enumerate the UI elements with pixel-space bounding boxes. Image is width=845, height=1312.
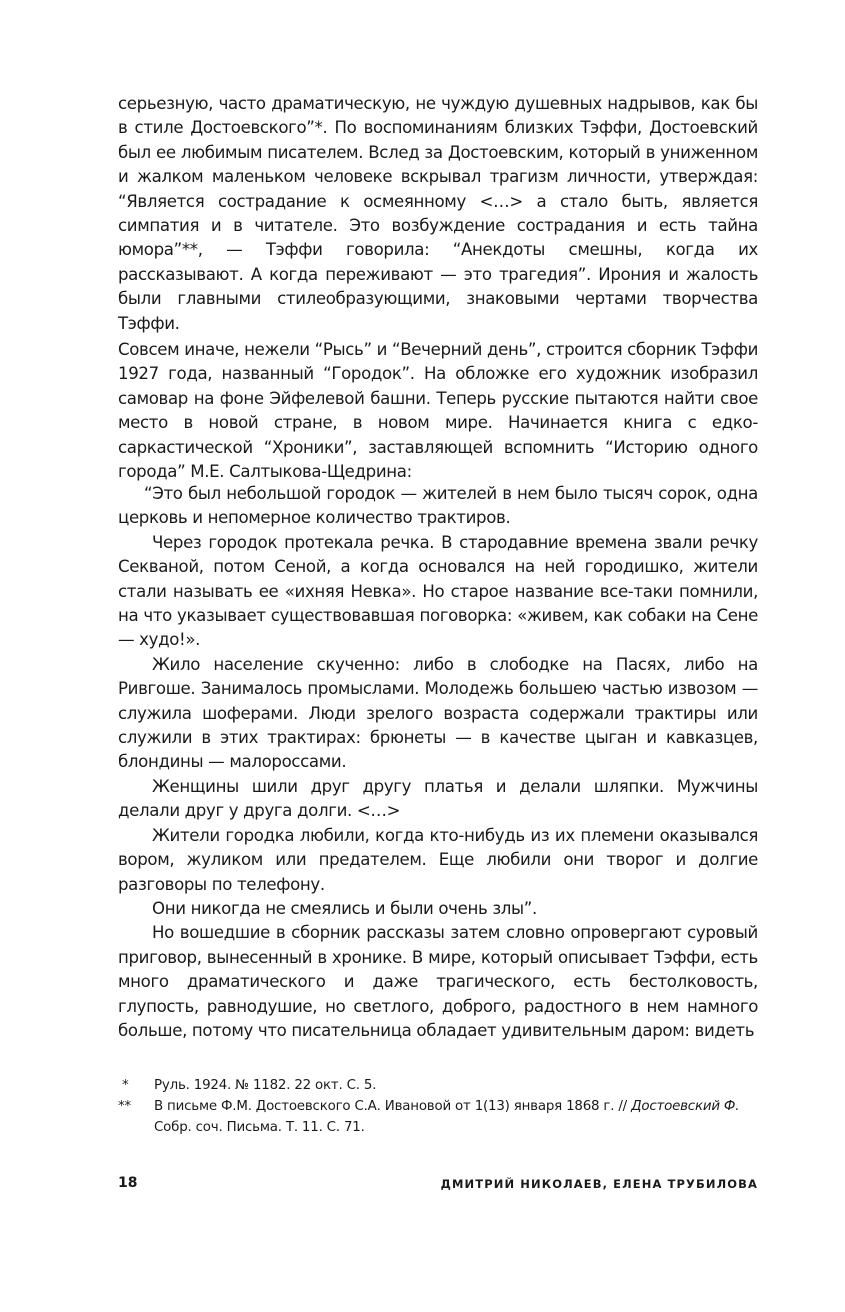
footnote (118, 1096, 758, 1138)
footnote-mark: * (122, 1078, 129, 1093)
quote-paragraph: Через городок протекала речка. В стародавние времена звали речку Секваной, потом Сеной, а когда основался на ней городишко, жители стали называть ее «ихняя Невка». Но старое название все-таки помнили, на что указывает существовавшая поговорка: «живем, как собаки на Сене — худо!». (118, 532, 758, 650)
quoted-chronicle-block (118, 482, 758, 1043)
footnote-text: В письме Ф.М. Достоевского С.А. Ивановой от 1(13) января 1868 г. // (154, 1099, 632, 1114)
quote-paragraph: “Это был небольшой городок — жителей в нем было тысяч сорок, одна церковь и непомерное количество трактиров. (118, 484, 758, 528)
footnote-italic-author: Достоевский Ф. (631, 1099, 740, 1114)
quote-paragraph: Жило население скученно: либо в слободке на Пасях, либо на Ривгоше. Занималось промыслами. Молодежь большею частью извозом — служила шоферами. Люди зрелого возраста содержали трактиры или служили в этих трактирах: брюнеты — в качестве цыган и кавказцев, блондины — малороссами. (118, 654, 758, 772)
paragraph: Но вошедшие в сборник рассказы затем словно опровергают суровый приговор, вынесенный в хронике. В мире, который описывает Тэффи, есть много драматического и даже трагического, есть бестолковость, глупость, равнодушие, но светлого, доброго, радостного в нем намного больше, потому что писательница обладает удивительным даром: видеть (118, 923, 758, 1040)
paragraph: Совсем иначе, нежели “Рысь” и “Вечерний день”, строится сборник Тэффи 1927 года, названный “Городок”. На обложке его художник изобразил самовар на фоне Эйфелевой башни. Теперь русские пытаются найти свое место в новой стране, в новом мире. Начинается книга с едко-саркастической “Хроники”, заставляющей вспомнить “Историю одного города” М.Е. Салтыкова-Щедрина: (118, 340, 758, 482)
page-footer (118, 1175, 758, 1195)
quote-paragraph: Жители городка любили, когда кто-нибудь из их племени оказывался вором, жуликом или предателем. Еще любили они творог и долгие разговоры по телефону. (118, 825, 758, 894)
quote-paragraph: Женщины шили друг другу платья и делали шляпки. Мужчины делали друг у друга долги. <…> (118, 776, 758, 821)
footnote-text-after: Собр. соч. Письма. Т. 11. С. 71. (154, 1120, 365, 1135)
body-text-block-2 (118, 338, 758, 484)
footnote-mark: ** (118, 1099, 131, 1114)
footnote (118, 1075, 758, 1096)
body-text-block-1 (118, 92, 758, 336)
footnote-text: Руль. 1924. № 1182. 22 окт. С. 5. (154, 1078, 377, 1093)
quote-paragraph: Они никогда не смеялись и были очень злы”. (152, 898, 537, 918)
paragraph: серьезную, часто драматическую, не чуждую душевных надрывов, как бы в стиле Достоевского”*. По воспоминаниям близких Тэффи, Достоевский был ее любимым писателем. Вслед за Достоевским, который в униженном и жалком маленьком человеке вскрывал трагизм личности, утверждая: “Является сострадание к осмеянному <…> а стало быть, является симпатия и в читателе. Это возбуждение сострадания и есть тайна юмора”**, — Тэффи говорила: “Анекдоты смешны, когда их рассказывают. А когда переживают — это трагедия”. Ирония и жалость были главными стилеобразующими, знаковыми чертами творчества Тэффи. (118, 94, 758, 333)
running-head-authors: ДМИТРИЙ НИКОЛАЕВ, ЕЛЕНА ТРУБИЛОВА (440, 1177, 758, 1191)
footnotes (118, 1075, 758, 1138)
page-number: 18 (118, 1175, 138, 1191)
